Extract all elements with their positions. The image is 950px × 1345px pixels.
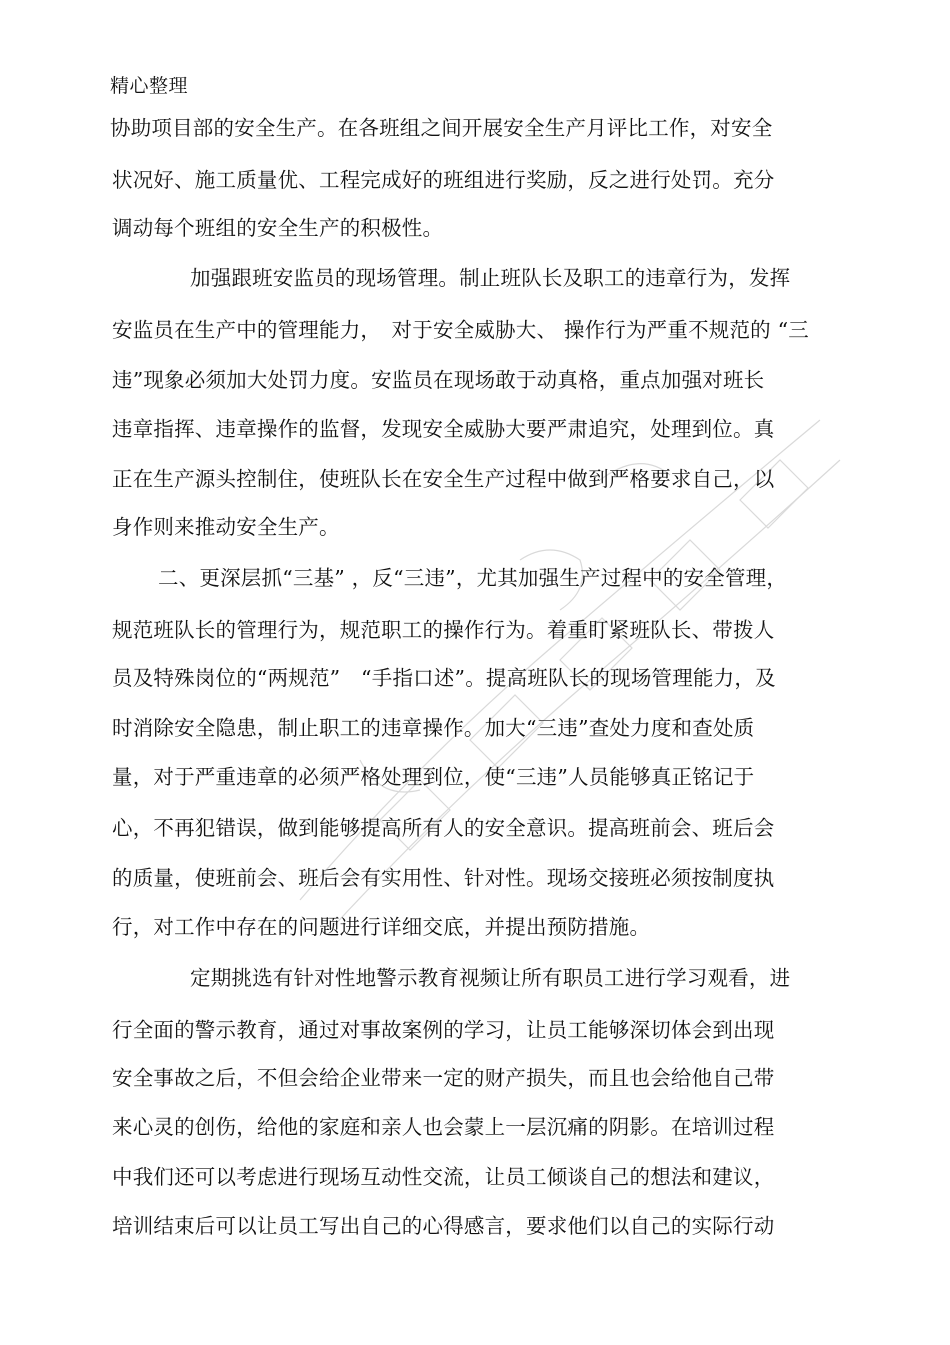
document-header: 精心整理 <box>110 75 189 97</box>
text-line: 安全事故之后，不但会给企业带来一定的财产损失，而且也会给他自己带 <box>112 1066 775 1090</box>
text-line: 定期挑选有针对性地警示教育视频让所有职员工进行学习观看，进 <box>190 966 791 990</box>
text-line: 心，不再犯错误，做到能够提高所有人的安全意识。提高班前会、班后会 <box>112 816 775 840</box>
text-line: 状况好、施工质量优、工程完成好的班组进行奖励，反之进行处罚。充分 <box>112 168 775 192</box>
text-line: 二、更深层抓“三基” ，反“三违”，尤其加强生产过程中的安全管理， <box>158 566 788 590</box>
text-line: 来心灵的创伤，给他的家庭和亲人也会蒙上一层沉痛的阴影。在培训过程 <box>112 1115 775 1139</box>
text-line: 培训结束后可以让员工写出自己的心得感言，要求他们以自己的实际行动 <box>112 1214 775 1238</box>
text-line: 加强跟班安监员的现场管理。制止班队长及职工的违章行为，发挥 <box>190 266 791 290</box>
text-line: 行，对工作中存在的问题进行详细交底，并提出预防措施。 <box>112 915 651 939</box>
text-line: 中我们还可以考虑进行现场互动性交流，让员工倾谈自己的想法和建议， <box>112 1165 775 1189</box>
text-line: 时消除安全隐患，制止职工的违章操作。加大“三违”查处力度和查处质 <box>112 716 755 740</box>
text-line: 协助项目部的安全生产。在各班组之间开展安全生产月评比工作，对安全 <box>110 116 773 140</box>
text-line: 调动每个班组的安全生产的积极性。 <box>112 216 444 240</box>
text-line: 员及特殊岗位的“两规范” “手指口述”。提高班队长的现场管理能力，及 <box>112 666 776 690</box>
text-line: 身作则来推动安全生产。 <box>112 515 340 539</box>
text-line: 安监员在生产中的管理能力， 对于安全威胁大、 操作行为严重不规范的 “三 <box>112 318 809 342</box>
text-line: 正在生产源头控制住，使班队长在安全生产过程中做到严格要求自己，以 <box>112 467 775 491</box>
text-line: 违章指挥、违章操作的监督，发现安全威胁大要严肃追究，处理到位。真 <box>112 417 775 441</box>
text-line: 的质量，使班前会、班后会有实用性、针对性。现场交接班必须按制度执 <box>112 866 775 890</box>
text-line: 违”现象必须加大处罚力度。安监员在现场敢于动真格，重点加强对班长 <box>112 368 765 392</box>
text-line: 量，对于严重违章的必须严格处理到位，使“三违”人员能够真正铭记于 <box>112 765 755 789</box>
text-line: 行全面的警示教育，通过对事故案例的学习，让员工能够深切体会到出现 <box>112 1018 775 1042</box>
text-line: 规范班队长的管理行为，规范职工的操作行为。着重盯紧班队长、带拨人 <box>112 618 775 642</box>
